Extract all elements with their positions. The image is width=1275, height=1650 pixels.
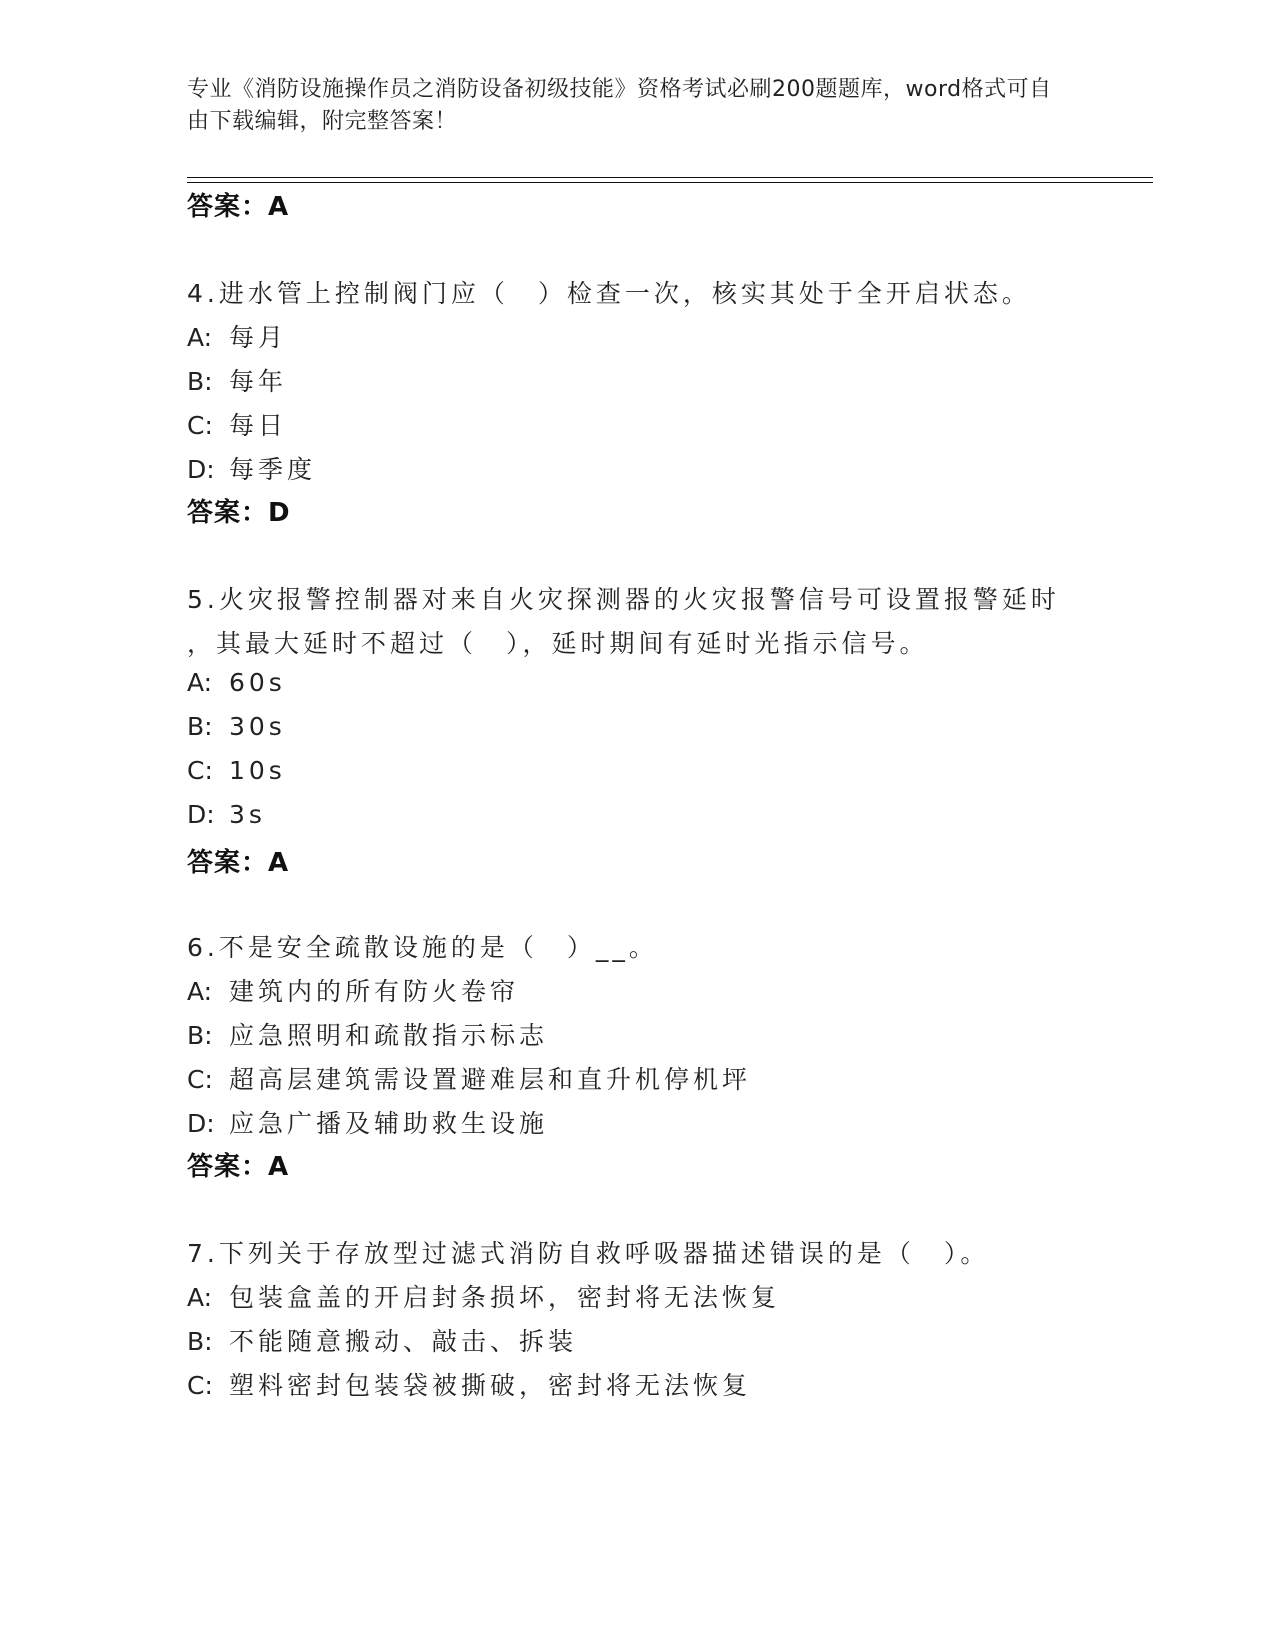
option-text: 每日 — [229, 411, 288, 440]
header-rule-top — [187, 177, 1153, 178]
option-letter: D: — [187, 1109, 215, 1138]
header-rule-bottom — [187, 182, 1153, 183]
option-letter: B: — [187, 1021, 213, 1050]
answer-prev: 答案：A — [187, 192, 290, 222]
option-text: 每年 — [229, 367, 288, 396]
option-text: 30s — [229, 712, 286, 741]
option-text: 每月 — [229, 323, 288, 352]
option-text: 不能随意搬动、敲击、拆装 — [229, 1327, 578, 1356]
option-letter: B: — [187, 1327, 213, 1356]
question-5-option-d — [187, 800, 266, 829]
question-7-stem: 7.下列关于存放型过滤式消防自救呼吸器描述错误的是（ ）。 — [187, 1239, 990, 1268]
question-4-stem: 4.进水管上控制阀门应（ ）检查一次，核实其处于全开启状态。 — [187, 279, 1031, 308]
option-letter: D: — [187, 455, 215, 484]
option-text: 应急照明和疏散指示标志 — [229, 1021, 549, 1050]
question-6-option-b — [187, 1016, 548, 1052]
option-letter: B: — [187, 367, 213, 396]
question-4-answer: 答案：D — [187, 498, 291, 528]
question-5-option-b — [187, 712, 286, 741]
question-7-option-c — [187, 1366, 751, 1402]
option-letter: C: — [187, 1065, 213, 1094]
option-text: 60s — [229, 668, 286, 697]
option-letter: A: — [187, 668, 213, 697]
question-5-stem-line-1: 5.火灾报警控制器对来自火灾探测器的火灾报警信号可设置报警延时 — [187, 585, 1060, 614]
question-4-option-b — [187, 362, 287, 398]
document-header: 专业《消防设施操作员之消防设备初级技能》资格考试必刷200题题库，word格式可自由下载编辑，附完整答案！ — [187, 77, 1052, 134]
question-7-option-a — [187, 1278, 780, 1314]
option-text: 每季度 — [229, 455, 317, 484]
option-text: 10s — [229, 756, 286, 785]
option-text: 包装盒盖的开启封条损坏，密封将无法恢复 — [229, 1283, 781, 1312]
question-5-answer: 答案：A — [187, 848, 290, 878]
option-letter: A: — [187, 977, 213, 1006]
question-7-option-b — [187, 1322, 577, 1358]
question-4-option-a — [187, 318, 287, 354]
option-text: 应急广播及辅助救生设施 — [229, 1109, 549, 1138]
option-letter: D: — [187, 800, 215, 829]
option-letter: B: — [187, 712, 213, 741]
option-text: 3s — [229, 800, 266, 829]
question-4-option-c — [187, 406, 287, 442]
option-letter: C: — [187, 1371, 213, 1400]
option-text: 建筑内的所有防火卷帘 — [229, 977, 520, 1006]
option-letter: C: — [187, 411, 213, 440]
option-text: 超高层建筑需设置避难层和直升机停机坪 — [229, 1065, 752, 1094]
question-6-answer: 答案：A — [187, 1152, 290, 1182]
question-6-option-a — [187, 972, 519, 1008]
question-5-stem-line-2: ，其最大延时不超过（ ），延时期间有延时光指示信号。 — [187, 629, 929, 658]
option-letter: A: — [187, 323, 213, 352]
question-5-option-c — [187, 756, 286, 785]
option-text: 塑料密封包装袋被撕破，密封将无法恢复 — [229, 1371, 752, 1400]
question-6-option-d — [187, 1104, 548, 1140]
question-6-option-c — [187, 1060, 751, 1096]
question-5-option-a — [187, 668, 286, 697]
question-6-stem: 6.不是安全疏散设施的是（ ）__。 — [187, 933, 658, 962]
question-4-option-d — [187, 450, 316, 486]
option-letter: C: — [187, 756, 213, 785]
option-letter: A: — [187, 1283, 213, 1312]
